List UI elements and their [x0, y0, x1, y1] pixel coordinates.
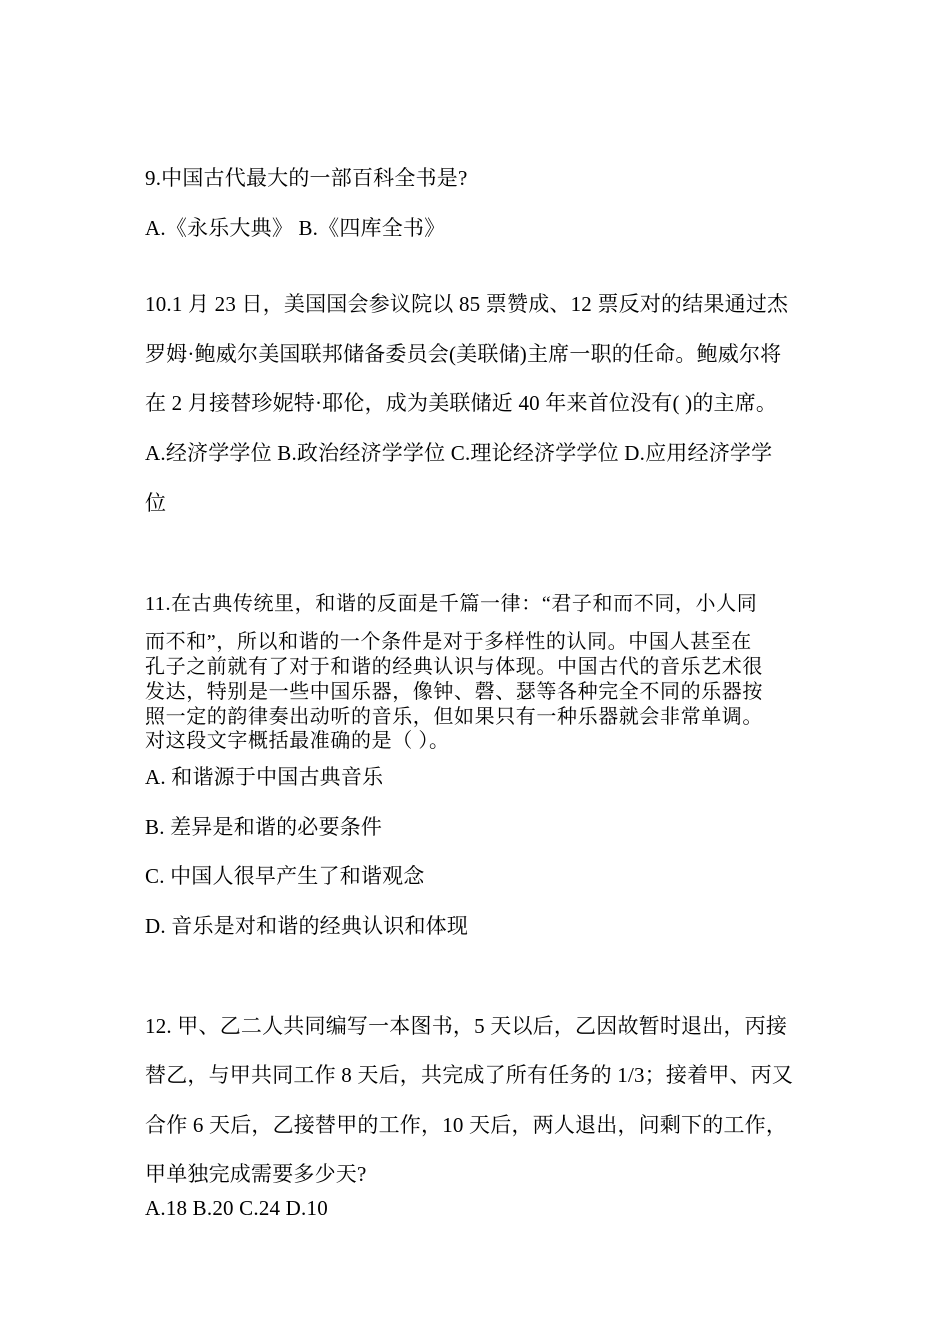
q11-line-1: 11.在古典传统里，和谐的反面是千篇一律：“君子和而不同，小人同 [145, 593, 758, 615]
q11-option-b: B. 差异是和谐的必要条件 [145, 815, 383, 839]
q10-line-2: 罗姆·鲍威尔美国联邦储备委员会(美联储)主席一职的任命。鲍威尔将 [145, 342, 782, 366]
q12-line-3: 合作 6 天后，乙接替甲的工作，10 天后，两人退出，问剩下的工作， [145, 1113, 788, 1137]
q11-option-c: C. 中国人很早产生了和谐观念 [145, 864, 425, 888]
q10-options-line-2: 位 [145, 491, 167, 515]
q12-line-4: 甲单独完成需要多少天? [145, 1162, 367, 1186]
q10-line-3: 在 2 月接替珍妮特·耶伦，成为美联储近 40 年来首位没有( )的主席。 [145, 391, 778, 415]
q11-line-4: 发达，特别是一些中国乐器，像钟、磬、瑟等各种完全不同的乐器按 [145, 681, 763, 703]
q12-line-2: 替乙，与甲共同工作 8 天后，共完成了所有任务的 1/3；接着甲、丙又 [145, 1063, 794, 1087]
q11-option-d: D. 音乐是对和谐的经典认识和体现 [145, 914, 469, 938]
q10-line-1: 10.1 月 23 日，美国国会参议院以 85 票赞成、12 票反对的结果通过杰 [145, 292, 789, 316]
q11-line-2: 而不和”，所以和谐的一个条件是对于多样性的认同。中国人甚至在 [145, 631, 752, 653]
q11-line-5: 照一定的韵律奏出动听的音乐，但如果只有一种乐器就会非常单调。 [145, 706, 763, 728]
q12-options: A.18 B.20 C.24 D.10 [145, 1196, 328, 1220]
q11-line-6: 对这段文字概括最准确的是（ ）。 [145, 730, 450, 752]
q10-options-line-1: A.经济学学位 B.政治经济学学位 C.理论经济学学位 D.应用经济学学 [145, 441, 773, 465]
q9-options: A.《永乐大典》 B.《四库全书》 [145, 216, 446, 240]
q11-line-3: 孔子之前就有了对于和谐的经典认识与体现。中国古代的音乐艺术很 [145, 656, 763, 678]
q12-line-1: 12. 甲、乙二人共同编写一本图书，5 天以后，乙因故暂时退出，丙接 [145, 1014, 788, 1038]
q11-option-a: A. 和谐源于中国古典音乐 [145, 765, 384, 789]
q9-question: 9.中国古代最大的一部百科全书是? [145, 166, 468, 190]
